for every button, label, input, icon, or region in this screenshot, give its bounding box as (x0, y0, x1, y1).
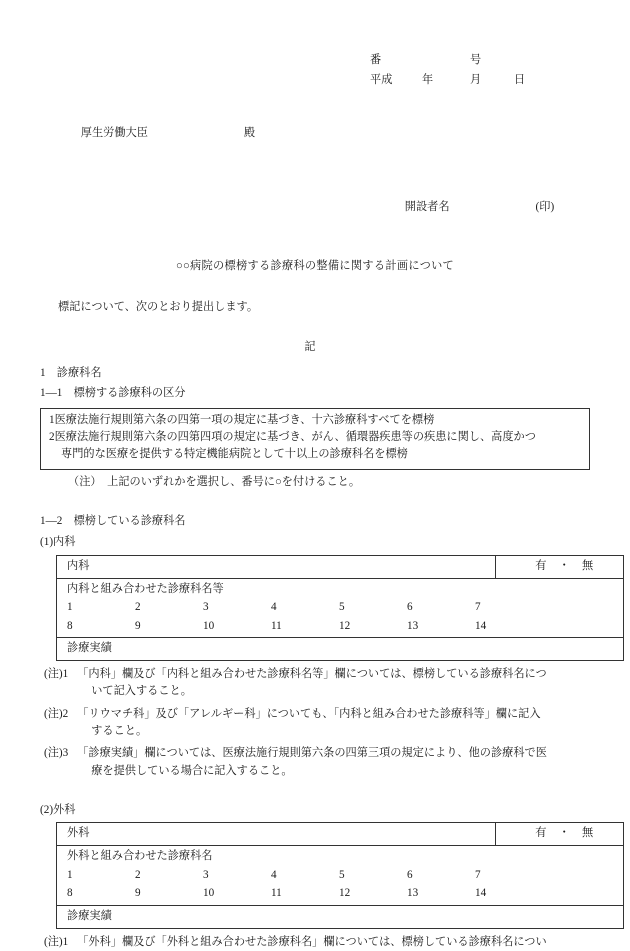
section-1-heading: 1 診療科名 (40, 366, 102, 379)
note-body (68, 745, 590, 780)
number-slot[interactable]: 7 (475, 868, 481, 881)
number-slot[interactable]: 5 (339, 601, 345, 614)
choice-option-1[interactable]: 1医療法施行規則第六条の四第一項の規定に基づき、十六診療科すべてを標榜 (49, 413, 435, 426)
note-line-1: 「リウマチ科」及び「アレルギー科」についても、「内科と組み合わせた診療科等」欄に記入 (77, 707, 541, 720)
choice-box (40, 408, 590, 470)
number-slot[interactable]: 4 (271, 601, 277, 614)
number-slot[interactable]: 8 (67, 887, 73, 900)
number-slot[interactable]: 10 (203, 887, 215, 900)
dept-naika-combination-cell (57, 578, 624, 637)
number-slot[interactable]: 7 (475, 601, 481, 614)
dept-geka-note-1 (40, 934, 590, 951)
number-slot[interactable]: 8 (67, 619, 73, 632)
note-line-2: 療を提供している場合に記入すること。 (91, 764, 293, 777)
number-slot[interactable]: 1 (67, 868, 73, 881)
table-row (57, 555, 624, 578)
number-slot[interactable]: 11 (271, 619, 282, 632)
dept-naika-table (56, 555, 624, 661)
number-slot[interactable]: 2 (135, 868, 141, 881)
number-spacer (422, 52, 470, 69)
seal-mark: (印) (535, 201, 555, 214)
number-slot[interactable]: 9 (135, 887, 141, 900)
note-marker: (注)1 (44, 667, 69, 680)
number-slot[interactable]: 6 (407, 601, 413, 614)
dept-naika-name: 内科 (57, 555, 496, 578)
section-1-1-heading: 1—1 標榜する診療科の区分 (40, 387, 186, 400)
dept-geka-performance-label: 診療実績 (67, 909, 112, 922)
founder-line (370, 182, 590, 234)
note-body (68, 666, 590, 701)
note-line-1: 「内科」欄及び「内科と組み合わせた診療科名等」欄については、標榜している診療科名につ (77, 667, 547, 680)
dept-geka-numbers-row-1 (67, 867, 623, 884)
dept-geka-name: 外科 (57, 823, 496, 846)
note-marker: (注)3 (44, 747, 69, 760)
dept-naika-note-3 (40, 745, 590, 780)
table-row (57, 823, 624, 846)
number-slot[interactable]: 13 (407, 887, 419, 900)
dept-geka-numbers-row-2 (67, 885, 623, 902)
dept-geka-yesno[interactable]: 有 ・ 無 (496, 823, 624, 846)
dept-naika-note-1 (40, 666, 590, 701)
dept-naika-performance-label: 診療実績 (67, 641, 112, 654)
note-marker: (注)1 (44, 935, 69, 948)
ki-marker: 記 (304, 340, 316, 353)
note-line-2: いて記入すること。 (91, 685, 192, 698)
document-header (370, 52, 590, 90)
number-slot[interactable]: 4 (271, 868, 277, 881)
date-row (370, 72, 590, 89)
dept-naika-numbers-row-1 (67, 599, 623, 616)
number-label: 番 (370, 54, 382, 66)
number-slot[interactable]: 13 (407, 619, 419, 632)
number-slot[interactable]: 3 (203, 601, 209, 614)
dept-naika-numbers-row-2 (67, 618, 623, 635)
note-line-1: 「診療実績」欄については、医療法施行規則第六条の四第三項の規定により、他の診療科で医 (77, 747, 547, 760)
dept-naika-label: (1)内科 (40, 536, 76, 549)
dept-naika-combination-label: 内科と組み合わせた診療科名等 (67, 582, 224, 595)
dept-naika-yesno[interactable]: 有 ・ 無 (496, 555, 624, 578)
addressee-honorific: 殿 (243, 127, 256, 140)
dept-geka-table (56, 822, 624, 928)
number-slot[interactable]: 9 (135, 619, 141, 632)
choice-note: （注） 上記のいずれかを選択し、番号に○を付けること。 (68, 475, 361, 488)
number-slot[interactable]: 14 (475, 619, 487, 632)
number-slot[interactable]: 11 (271, 887, 282, 900)
dept-geka-performance-cell[interactable] (57, 905, 624, 928)
table-row (57, 578, 624, 637)
dept-geka-combination-label: 外科と組み合わせた診療科名 (67, 850, 213, 863)
table-row (57, 905, 624, 928)
number-suffix-label: 号 (470, 54, 482, 66)
number-slot[interactable]: 12 (339, 887, 351, 900)
number-slot[interactable]: 14 (475, 887, 487, 900)
lead-sentence: 標記について、次のとおり提出します。 (58, 301, 259, 314)
dept-geka-label: (2)外科 (40, 804, 76, 817)
number-slot[interactable]: 3 (203, 868, 209, 881)
note-line-1: 「外科」欄及び「外科と組み合わせた診療科名」欄については、標榜している診療科名につい (77, 935, 547, 948)
founder-label: 開設者名 (404, 201, 450, 214)
section-1-2-heading: 1—2 標榜している診療科名 (40, 515, 186, 528)
note-body (68, 934, 590, 951)
note-body (68, 706, 590, 741)
table-row (57, 637, 624, 660)
number-slot[interactable]: 2 (135, 601, 141, 614)
number-slot[interactable]: 6 (407, 868, 413, 881)
number-row (370, 52, 590, 69)
note-marker: (注)2 (44, 707, 69, 720)
choice-option-2[interactable]: 2医療法施行規則第六条の四第四項の規定に基づき、がん、循環器疾患等の疾患に関し、高度かつ (49, 431, 536, 444)
dept-geka-combination-cell (57, 846, 624, 905)
year-label: 年 (422, 74, 434, 87)
month-label: 月 (470, 74, 482, 87)
era-label: 平成 (370, 74, 393, 87)
number-slot[interactable]: 10 (203, 619, 215, 632)
addressee-line (64, 108, 590, 160)
dept-naika-note-2 (40, 706, 590, 741)
choice-option-2-continued: 専門的な医療を提供する特定機能病院として十以上の診療科名を標榜 (61, 448, 408, 461)
addressee-name: 厚生労働大臣 (80, 127, 148, 140)
number-slot[interactable]: 12 (339, 619, 351, 632)
note-line-2: すること。 (91, 724, 148, 737)
day-label: 日 (514, 74, 526, 87)
dept-naika-performance-cell[interactable] (57, 637, 624, 660)
table-row (57, 846, 624, 905)
number-slot[interactable]: 1 (67, 601, 73, 614)
number-slot[interactable]: 5 (339, 868, 345, 881)
page-title: ○○病院の標榜する診療科の整備に関する計画について (175, 259, 455, 272)
